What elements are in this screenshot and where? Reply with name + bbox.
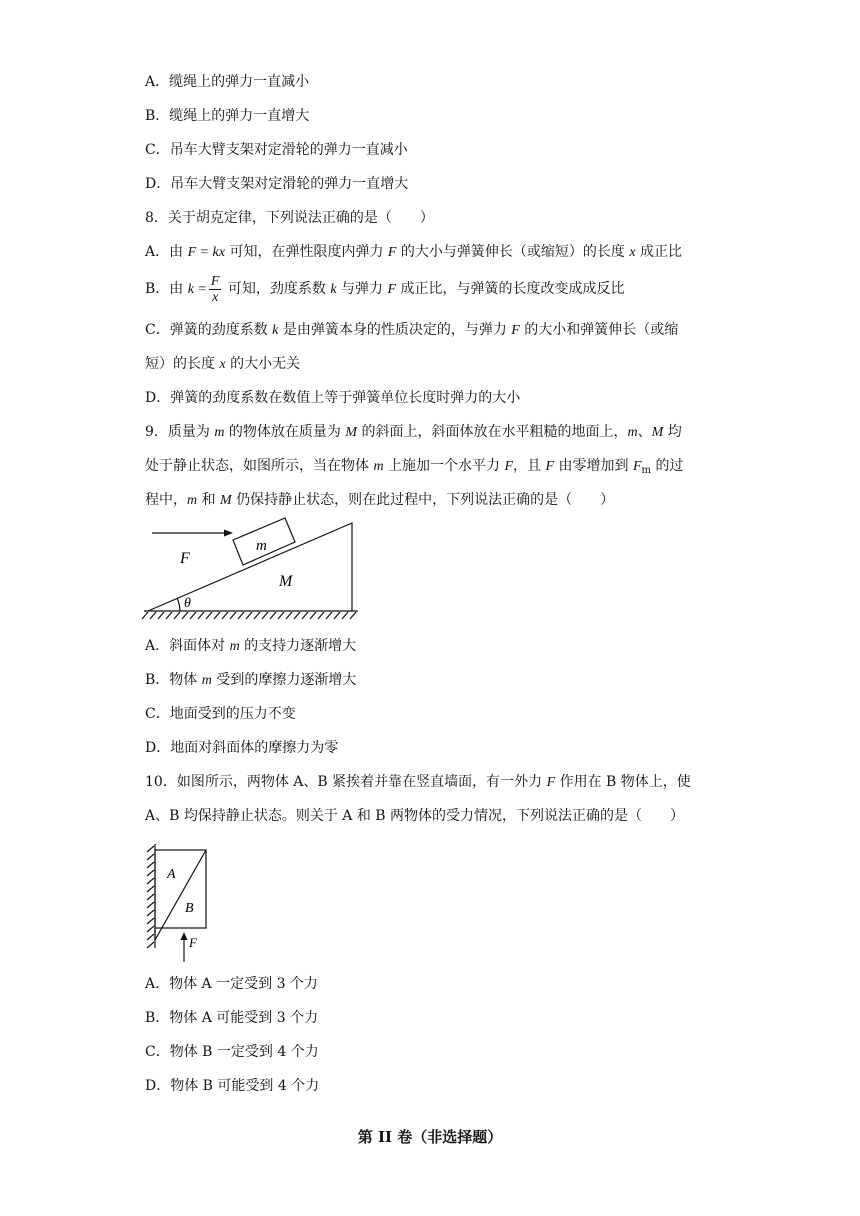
q8-b-text2: 与弹力 — [336, 281, 388, 297]
q8-b-numerator: F — [210, 273, 220, 289]
label-m: m — [256, 538, 267, 554]
q9-var-m3: m — [373, 459, 384, 474]
q9-var-fm: F — [632, 459, 642, 474]
label-big-m: M — [279, 573, 293, 590]
theta-arc — [177, 598, 180, 611]
q10-option-a: A．物体 A 一定受到 3 个力 — [145, 976, 318, 992]
q10-force-arrow-head — [181, 932, 188, 940]
q9-stem-line1 — [145, 422, 682, 443]
q9-var-f2: F — [545, 459, 555, 474]
q8-b-fraction — [209, 274, 222, 305]
label-theta: θ — [184, 596, 191, 611]
q8-a-text1: 可知，在弹性限度内弹力 — [225, 244, 388, 260]
q9-text2: 的物体放在质量为 — [224, 424, 346, 440]
q10-text2: 作用在 B 物体上，使 — [555, 774, 691, 790]
label-a: A — [167, 867, 176, 882]
q9-text9: 由零增加到 — [554, 458, 633, 474]
q9-text12: 和 — [197, 492, 221, 508]
q10-stem-line1 — [145, 772, 691, 793]
q9-option-a — [145, 636, 356, 657]
q8-c-text5: 的大小无关 — [225, 356, 301, 372]
q8-b-var-k: k — [330, 282, 337, 297]
label-f: F — [180, 550, 190, 567]
q9-incline-figure — [140, 515, 365, 625]
q8-b-lhs: k = — [187, 282, 207, 297]
q7-option-d: D．吊车大臂支架对定滑轮的弹力一直增大 — [145, 176, 409, 192]
q9-var-m1: m — [214, 425, 225, 440]
q8-option-b — [145, 272, 625, 307]
q10-var-f: F — [546, 775, 556, 790]
q9-text6: 处于静止状态，如图所示，当在物体 — [145, 458, 374, 474]
q9-text13: 仍保持静止状态，则在此过程中，下列说法正确的是（ ） — [231, 492, 615, 508]
q8-option-a — [145, 242, 682, 263]
q10-option-c: C．物体 B 一定受到 4 个力 — [145, 1044, 319, 1060]
q9-option-c: C．地面受到的压力不变 — [145, 706, 296, 722]
q9-var-bigm1: M — [345, 425, 358, 440]
q8-a-var-x: x — [629, 245, 636, 260]
q10-stem-line2: A、B 均保持静止状态。则关于 A 和 B 两物体的受力情况，下列说法正确的是（ ） — [145, 808, 685, 824]
q8-option-c-line2 — [145, 354, 300, 375]
section-title: 第 II 卷（非选择题） — [357, 1128, 503, 1146]
q9-option-b — [145, 670, 356, 691]
q9-b-text2: 受到的摩擦力逐渐增大 — [211, 672, 357, 688]
q9-text11: 程中， — [145, 492, 187, 508]
q9-text1: 9．质量为 — [145, 424, 215, 440]
q8-b-prefix: B．由 — [145, 281, 188, 297]
q8-b-var-f: F — [387, 282, 397, 297]
q9-a-text1: A．斜面体对 — [145, 638, 230, 654]
label-q10-f: F — [189, 935, 197, 950]
q9-var-m2: m — [627, 425, 638, 440]
q9-text7: 上施加一个水平力 — [383, 458, 505, 474]
q9-text8: ，且 — [513, 458, 546, 474]
q8-a-text2: 的大小与弹簧伸长（或缩短）的长度 — [396, 244, 630, 260]
q8-option-c-line1 — [145, 320, 678, 341]
ground-hatching — [142, 612, 356, 619]
q8-c-text1: C．弹簧的劲度系数 — [145, 322, 273, 338]
q8-a-var-f: F — [387, 245, 397, 260]
q8-stem: 8．关于胡克定律，下列说法正确的是（ ） — [145, 210, 434, 226]
q9-var-bigm3: M — [220, 493, 232, 508]
q9-text10: 的过 — [651, 458, 684, 474]
q9-var-m4: m — [187, 493, 198, 508]
q8-c-text4: 短）的长度 — [145, 356, 220, 372]
q8-b-text1: 可知，劲度系数 — [223, 281, 331, 297]
wedge-diagonal — [155, 850, 206, 940]
q9-a-text2: 的支持力逐渐增大 — [239, 638, 357, 654]
q9-text4: 、 — [637, 424, 652, 440]
q9-stem-line2 — [145, 456, 683, 481]
q9-b-var-m: m — [201, 673, 212, 688]
wall-hatching — [147, 846, 154, 948]
q8-c-var-f: F — [511, 323, 520, 338]
q10-wall-figure — [143, 840, 218, 962]
q10-text1: 10．如图所示，两物体 A、B 紧挨着并靠在竖直墙面，有一外力 — [145, 774, 547, 790]
q9-text5: 均 — [663, 424, 682, 440]
q9-text3: 的斜面上，斜面体放在水平粗糙的地面上， — [357, 424, 628, 440]
q9-b-text1: B．物体 — [145, 672, 202, 688]
q9-a-var-m: m — [229, 639, 240, 654]
q9-stem-line3 — [145, 490, 614, 511]
q9-var-f1: F — [504, 459, 514, 474]
q7-option-c: C．吊车大臂支架对定滑轮的弹力一直减小 — [145, 142, 408, 158]
incline-outline — [148, 523, 352, 611]
q9-var-fm-subscript: m — [641, 465, 652, 476]
q8-a-prefix: A．由 — [145, 244, 188, 260]
q7-option-a: A．缆绳上的弹力一直减小 — [145, 74, 310, 90]
q9-option-d: D．地面对斜面体的摩擦力为零 — [145, 740, 339, 756]
q8-c-var-k: k — [272, 323, 279, 338]
q8-c-text2: 是由弹簧本身的性质决定的，与弹力 — [278, 322, 512, 338]
q8-c-var-x: x — [219, 357, 226, 372]
q9-var-bigm2: M — [651, 425, 664, 440]
q8-c-text3: 的大小和弹簧伸长（或缩 — [519, 322, 679, 338]
q8-b-text3: 成正比，与弹簧的长度改变成成反比 — [396, 281, 625, 297]
q8-a-text3: 成正比 — [635, 244, 683, 260]
q7-option-b: B．缆绳上的弹力一直增大 — [145, 108, 310, 124]
q8-option-d: D．弹簧的劲度系数在数值上等于弹簧单位长度时弹力的大小 — [145, 390, 521, 406]
q10-option-d: D．物体 B 可能受到 4 个力 — [145, 1078, 320, 1094]
wedges-outline — [155, 850, 206, 928]
label-b: B — [185, 901, 194, 916]
q8-b-denominator: x — [212, 289, 219, 305]
force-arrow-head — [224, 530, 233, 537]
q8-a-equation: F = kx — [187, 245, 225, 260]
q10-option-b: B．物体 A 可能受到 3 个力 — [145, 1010, 319, 1026]
